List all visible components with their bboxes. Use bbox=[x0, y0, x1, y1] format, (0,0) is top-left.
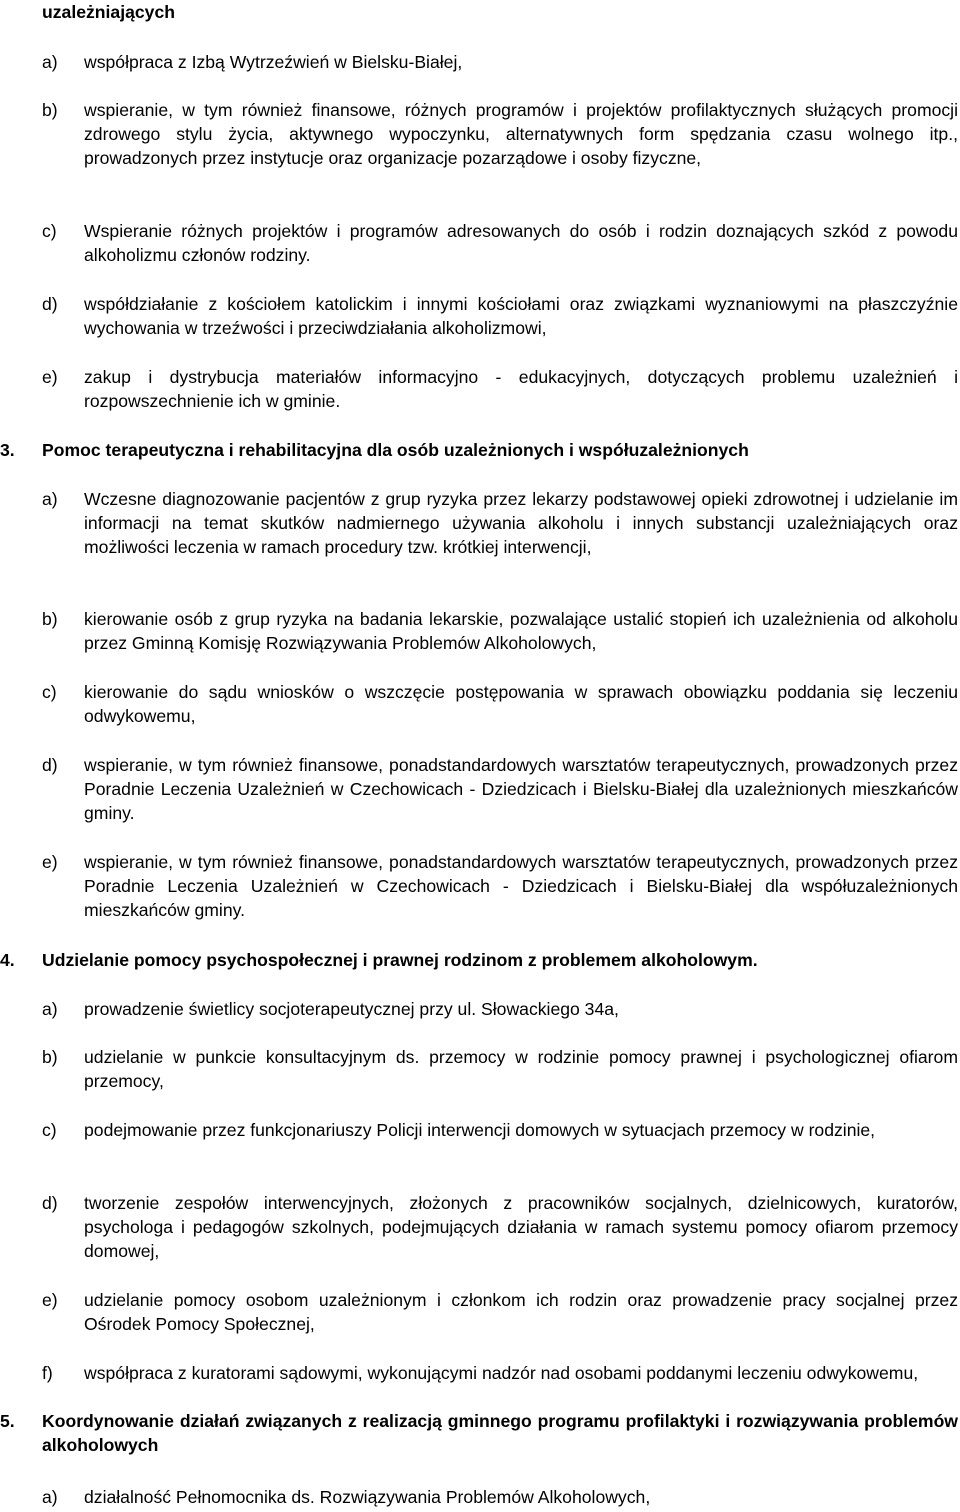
list-item-2d bbox=[42, 292, 958, 340]
item-marker: b) bbox=[42, 1047, 58, 1067]
list-item-2b bbox=[42, 98, 958, 170]
list-item-3c bbox=[42, 680, 958, 728]
item-text: działalność Pełnomocnika ds. Rozwiązywania Problemów Alkoholowych, bbox=[84, 1487, 651, 1507]
list-item-2a bbox=[42, 50, 958, 74]
item-marker: b) bbox=[42, 100, 58, 120]
list-item-3d bbox=[42, 753, 958, 825]
list-item-4b bbox=[42, 1045, 958, 1093]
item-marker: d) bbox=[42, 755, 58, 775]
item-text: kierowanie do sądu wniosków o wszczęcie postępowania w sprawach obowiązku poddania się leczeniu odwykowemu, bbox=[84, 682, 958, 726]
list-item-3e bbox=[42, 850, 958, 922]
item-marker: c) bbox=[42, 682, 57, 702]
list-item-5a bbox=[42, 1485, 958, 1509]
item-marker: c) bbox=[42, 221, 57, 241]
item-text: Wspieranie różnych projektów i programów adresowanych do osób i rodzin doznających szkód z powodu alkoholizmu członów rodziny. bbox=[84, 221, 958, 265]
list-item-2e bbox=[42, 365, 958, 413]
item-text: podejmowanie przez funkcjonariuszy Policji interwencji domowych w sytuacjach przemocy w rodzinie, bbox=[84, 1120, 876, 1140]
item-marker: e) bbox=[42, 367, 58, 387]
item-text: współdziałanie z kościołem katolickim i innymi kościołami oraz związkami wyznaniowymi na płaszczyźnie wychowania w trzeźwości i przeciwdziałania alkoholizmowi, bbox=[84, 294, 958, 338]
item-marker: a) bbox=[42, 489, 58, 509]
item-text: wspieranie, w tym również finansowe, ponadstandardowych warsztatów terapeutycznych, prowadzonych przez Poradnie Leczenia Uzależnień w Czechowicach - Dziedzicach i Bielsku-Białej dla uzależnionych mieszkańców gminy. bbox=[84, 755, 958, 823]
item-marker: e) bbox=[42, 1290, 58, 1310]
item-marker: b) bbox=[42, 609, 58, 629]
item-text: współpraca z Izbą Wytrzeźwień w Bielsku-Białej, bbox=[84, 52, 463, 72]
item-marker: d) bbox=[42, 294, 58, 314]
item-text: Wczesne diagnozowanie pacjentów z grup ryzyka przez lekarzy podstawowej opieki zdrowotnej i udzielanie im informacji na temat skutków nadmiernego używania alkoholu i innych substancji uzależniających oraz możliwości leczenia w ramach procedury tzw. krótkiej interwencji, bbox=[84, 489, 958, 557]
section-title: Udzielanie pomocy psychospołecznej i prawnej rodzinom z problemem alkoholowym. bbox=[42, 950, 758, 970]
section-number: 4. bbox=[0, 950, 15, 970]
item-text: tworzenie zespołów interwencyjnych, złożonych z pracowników socjalnych, dzielnicowych, kuratorów, psychologa i pedagogów szkolnych, podejmujących działania w ramach systemu pomocy ofiarom przemocy domowej, bbox=[84, 1193, 958, 1261]
list-item-3b bbox=[42, 607, 958, 655]
continued-heading: uzależniających bbox=[42, 2, 175, 22]
section-number: 5. bbox=[0, 1411, 15, 1431]
item-marker: a) bbox=[42, 52, 58, 72]
section-title: Pomoc terapeutyczna i rehabilitacyjna dla osób uzależnionych i współuzależnionych bbox=[42, 440, 749, 460]
item-marker: a) bbox=[42, 999, 58, 1019]
item-marker: e) bbox=[42, 852, 58, 872]
section-5-heading bbox=[0, 1409, 958, 1457]
list-item-3a bbox=[42, 487, 958, 559]
item-text: zakup i dystrybucja materiałów informacyjno - edukacyjnych, dotyczących problemu uzależnień i rozpowszechnienie ich w gminie. bbox=[84, 367, 958, 411]
section-title: Koordynowanie działań związanych z realizacją gminnego programu profilaktyki i rozwiązywania problemów alkoholowych bbox=[42, 1411, 958, 1455]
section-3-heading bbox=[0, 438, 958, 462]
item-text: wspieranie, w tym również finansowe, różnych programów i projektów profilaktycznych służących promocji zdrowego stylu życia, aktywnego wypoczynku, alternatywnych form spędzania czasu wolnego itp., prowadzonych przez instytucje oraz organizacje pozarządowe i osoby fizyczne, bbox=[84, 100, 958, 168]
item-text: współpraca z kuratorami sądowymi, wykonującymi nadzór nad osobami poddanymi leczeniu odwykowemu, bbox=[84, 1363, 919, 1383]
item-marker: c) bbox=[42, 1120, 57, 1140]
item-text: prowadzenie świetlicy socjoterapeutycznej przy ul. Słowackiego 34a, bbox=[84, 999, 619, 1019]
list-item-4f bbox=[42, 1361, 958, 1385]
item-marker: a) bbox=[42, 1487, 58, 1507]
item-marker: d) bbox=[42, 1193, 58, 1213]
list-item-4e bbox=[42, 1288, 958, 1336]
section-4-heading bbox=[0, 948, 958, 972]
item-text: udzielanie w punkcie konsultacyjnym ds. przemocy w rodzinie pomocy prawnej i psychologicznej ofiarom przemocy, bbox=[84, 1047, 958, 1091]
item-text: kierowanie osób z grup ryzyka na badania lekarskie, pozwalające ustalić stopień ich uzależnienia od alkoholu przez Gminną Komisję Rozwiązywania Problemów Alkoholowych, bbox=[84, 609, 958, 653]
list-item-2c bbox=[42, 219, 958, 267]
list-item-4a bbox=[42, 997, 958, 1021]
list-item-4c bbox=[42, 1118, 958, 1142]
list-item-4d bbox=[42, 1191, 958, 1263]
item-text: udzielanie pomocy osobom uzależnionym i członkom ich rodzin oraz prowadzenie pracy socjalnej przez Ośrodek Pomocy Społecznej, bbox=[84, 1290, 958, 1334]
item-marker: f) bbox=[42, 1363, 53, 1383]
item-text: wspieranie, w tym również finansowe, ponadstandardowych warsztatów terapeutycznych, prowadzonych przez Poradnie Leczenia Uzależnień w Czechowicach - Dziedzicach i Bielsku-Białej dla współuzależnionych mieszkańców gminy. bbox=[84, 852, 958, 920]
section-number: 3. bbox=[0, 440, 15, 460]
